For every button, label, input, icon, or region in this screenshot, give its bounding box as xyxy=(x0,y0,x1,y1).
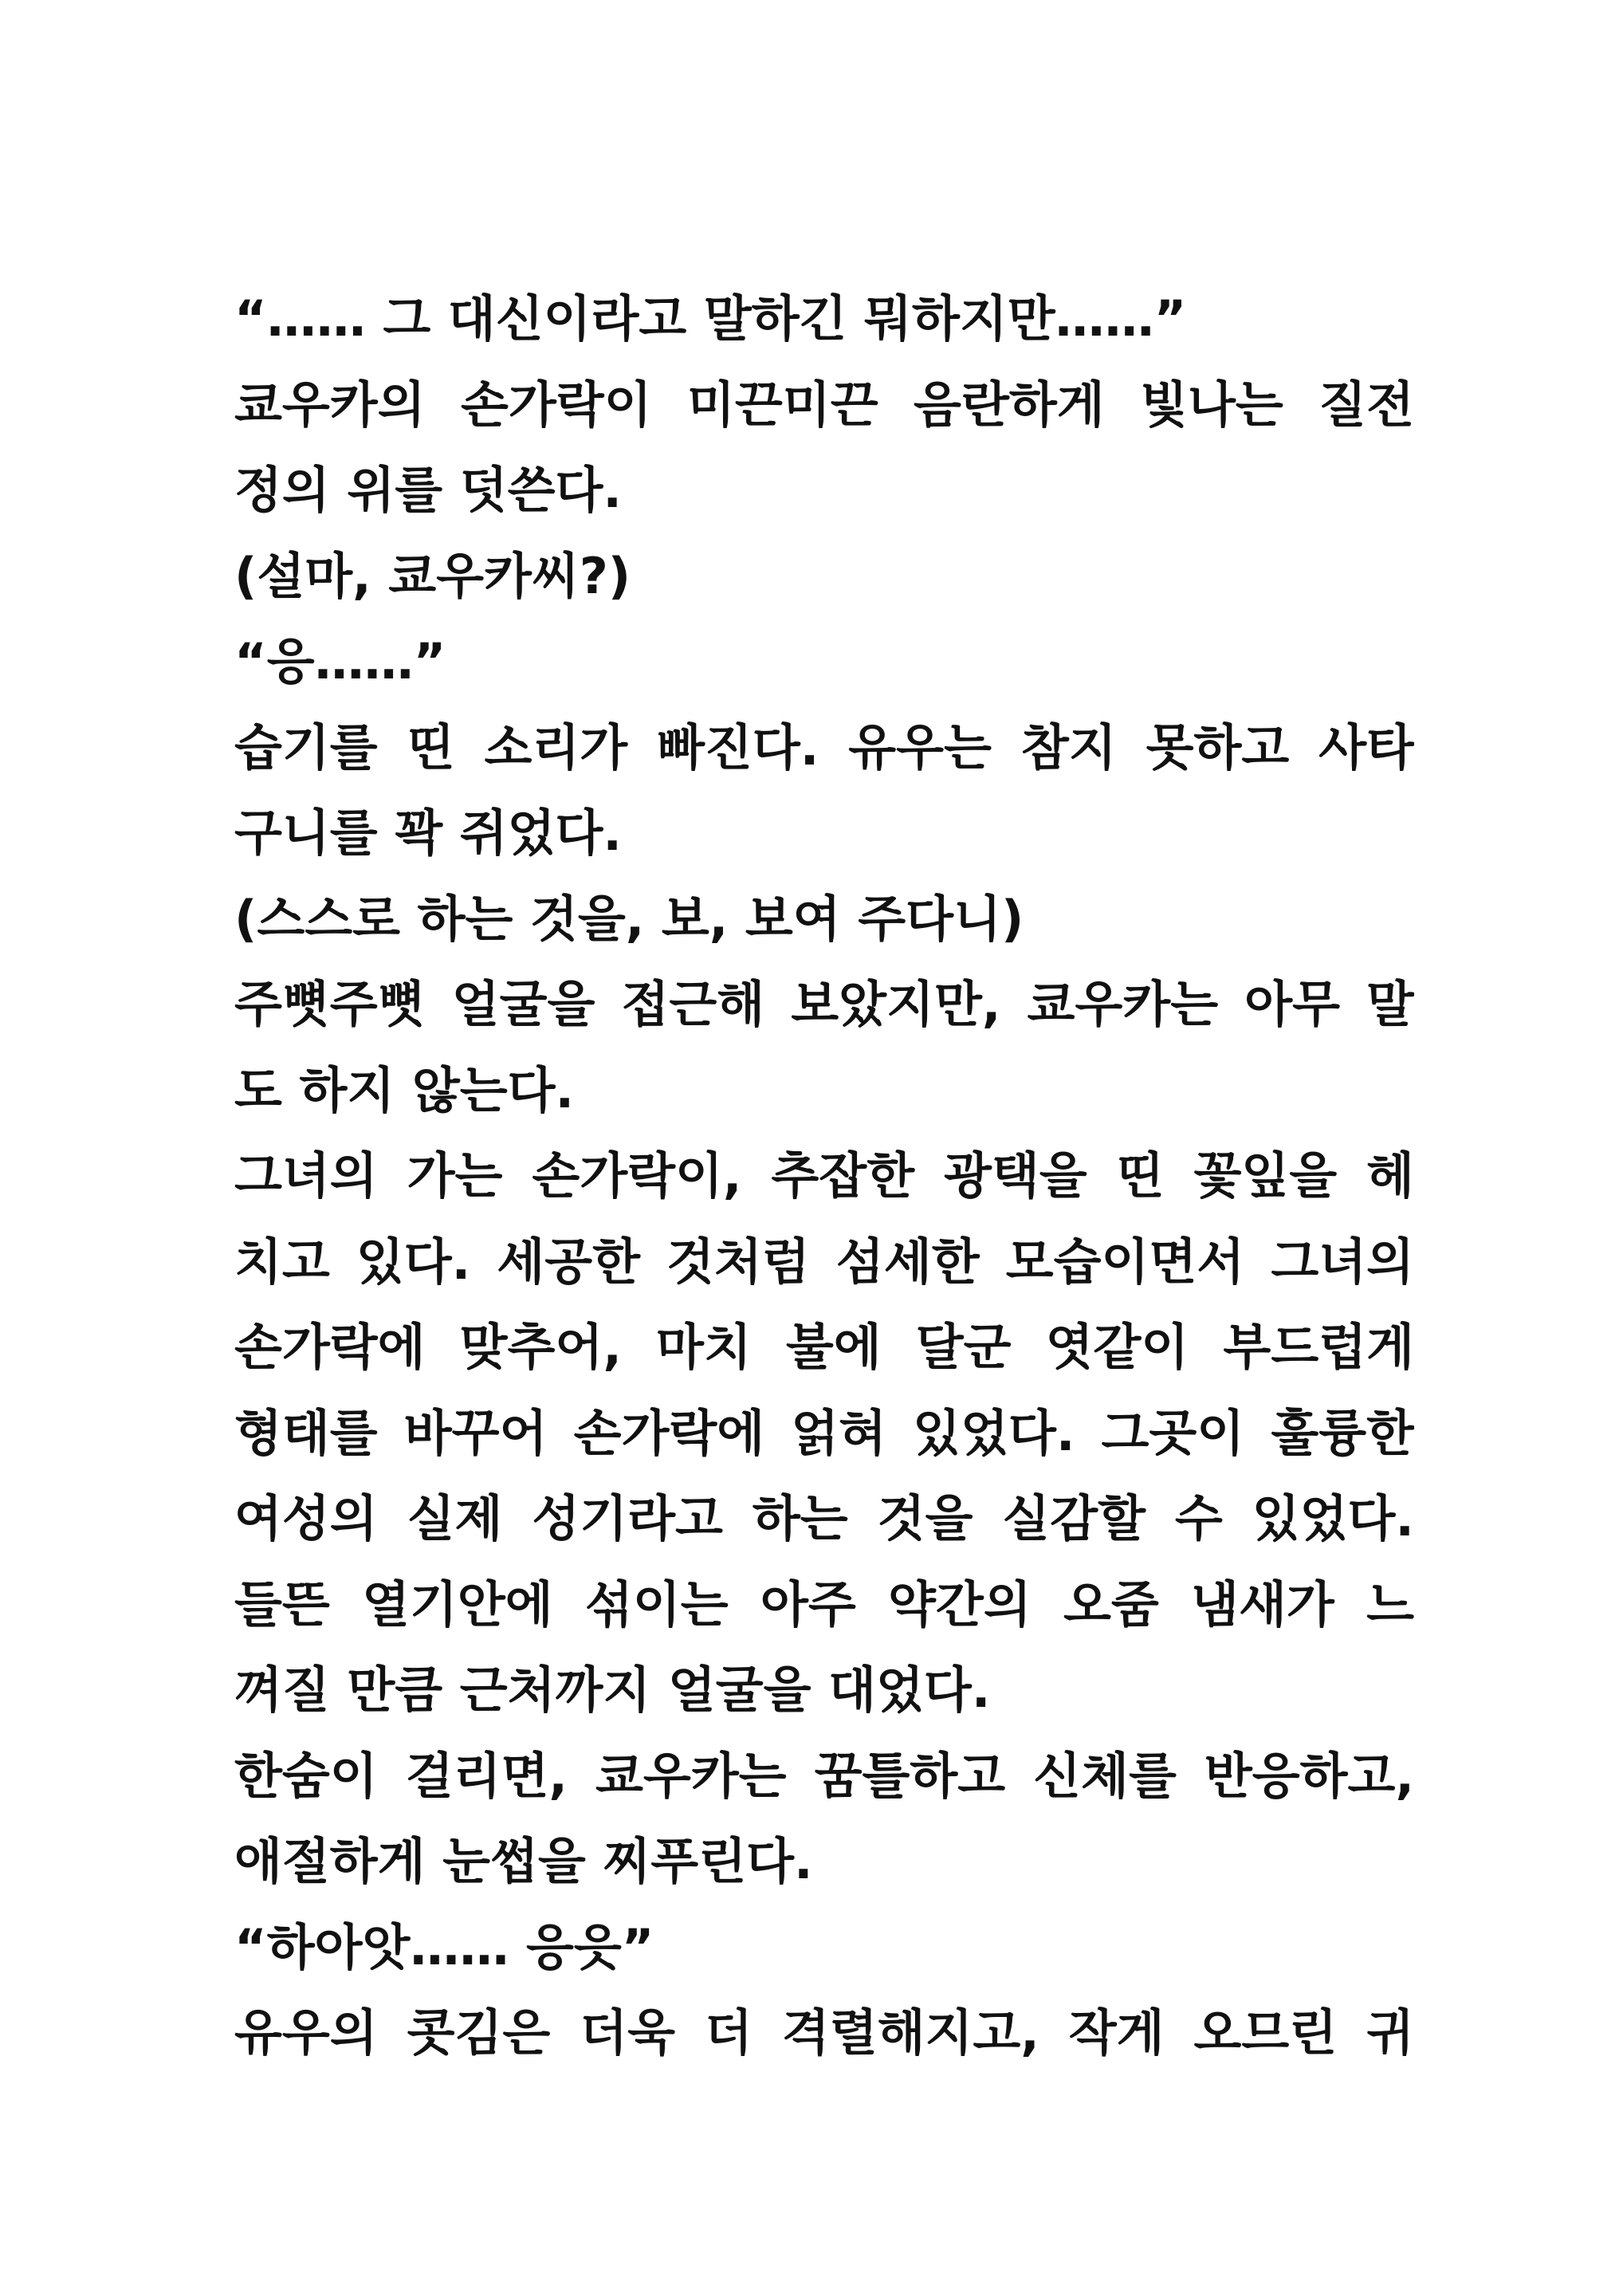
text-line: 여성의 실제 성기라고 하는 것을 실감할 수 있었다. xyxy=(234,1489,1414,1547)
text-line: 도 하지 않는다. xyxy=(234,1060,575,1119)
text-line: 한숨이 걸리면, 쿄우카는 꿈틀하고 신체를 반응하고, xyxy=(234,1746,1414,1805)
text-line: (설마, 쿄우카씨?) xyxy=(234,546,631,605)
text-line: 쿄우카의 손가락이 미끈미끈 음란하게 빛나는 질전 xyxy=(234,375,1414,434)
body-text xyxy=(234,276,1414,2076)
text-line: “하아앗…… 응읏” xyxy=(234,1917,654,1976)
text-line: “…… 그 대신이라고 말하긴 뭐하지만……” xyxy=(234,289,1187,348)
text-line: 들뜬 열기안에 섞이는 아주 약간의 오줌 냄새가 느 xyxy=(234,1575,1414,1634)
text-line: 유우의 콧김은 더욱 더 격렬해지고, 작게 오므린 귀 xyxy=(234,2003,1414,2062)
text-line: “응……” xyxy=(234,632,446,690)
text-line: 형태를 바꾸어 손가락에 얽혀 있었다. 그곳이 훌륭한 xyxy=(234,1403,1414,1462)
text-line: 그녀의 가는 손가락이, 추잡한 광택을 띤 꽃잎을 헤 xyxy=(234,1146,1414,1205)
text-line: 구니를 꽉 쥐었다. xyxy=(234,804,622,862)
text-line: 습기를 띤 소리가 빠진다. 유우는 참지 못하고 사타 xyxy=(234,718,1414,776)
text-line: 정의 위를 덧쓴다. xyxy=(234,461,622,519)
text-line: 주뼛주뼛 얼굴을 접근해 보았지만, 쿄우카는 아무 말 xyxy=(234,975,1414,1033)
text-line: (스스로 하는 것을, 보, 보여 주다니) xyxy=(234,889,1024,948)
text-line: 손가락에 맞추어, 마치 불에 달군 엿같이 부드럽게 xyxy=(234,1318,1414,1376)
text-line: 애절하게 눈썹을 찌푸린다. xyxy=(234,1832,813,1890)
text-line: 껴질 만큼 근처까지 얼굴을 대었다. xyxy=(234,1661,991,1719)
text-line: 치고 있다. 세공한 것처럼 섬세한 모습이면서 그녀의 xyxy=(234,1232,1414,1291)
